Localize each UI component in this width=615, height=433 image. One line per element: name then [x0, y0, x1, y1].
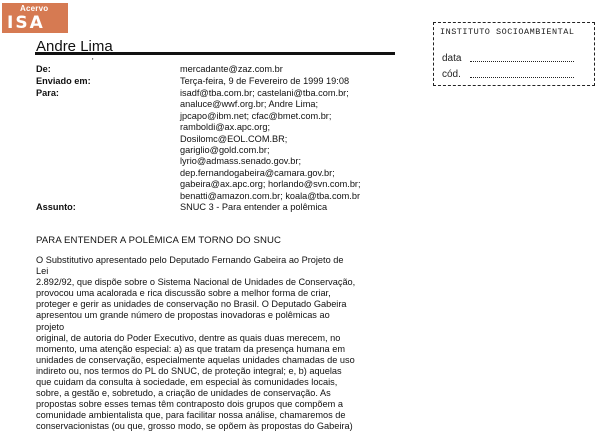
stamp-date-line — [470, 61, 574, 62]
body-line: Lei — [36, 266, 49, 277]
to-list — [180, 88, 361, 202]
sent-label: Enviado em: — [36, 76, 91, 86]
to-line: ramboldi@ax.apc.org; — [180, 122, 271, 133]
stamp-title: INSTITUTO SOCIOAMBIENTAL — [440, 27, 575, 37]
to-line: Dosilomc@EOL.COM.BR; — [180, 133, 288, 144]
body-line: momento, uma atenção especial: a) as que tratam da presença humana em — [36, 343, 345, 354]
stamp-date-label: data — [442, 53, 462, 64]
subject-label: Assunto: — [36, 202, 76, 212]
body-line: original, de autoria do Poder Executivo, dentre as quais duas merecem, no — [36, 332, 341, 343]
body-line: 2.892/92, que dispõe sobre o Sistema Nacional de Unidades de Conservação, — [36, 277, 356, 288]
to-line: lyrio@admass.senado.gov.br; — [180, 156, 301, 167]
logo-title: ISA — [7, 13, 45, 33]
body-line: projeto — [36, 321, 65, 332]
to-label: Para: — [36, 88, 59, 98]
body-line: sobre, a gestão e, sobretudo, a criação de unidades de conservação. As — [36, 388, 331, 399]
acervo-isa-logo — [2, 3, 68, 33]
from-value: mercadante@zaz.com.br — [180, 64, 283, 74]
stamp-code-line — [470, 77, 574, 78]
body-line: O Substitutivo apresentado pelo Deputado Fernando Gabeira ao Projeto de — [36, 255, 344, 265]
body-line: indireto ou, nos termos do PL do SNUC, de proteção integral; e, b) aquelas — [36, 365, 342, 376]
article-body — [36, 255, 391, 433]
body-line: provocou uma acalorada e rica discussão sobre a melhor forma de criar, — [36, 288, 331, 299]
article-heading: PARA ENTENDER A POLÊMICA EM TORNO DO SNUC — [36, 235, 282, 246]
body-line: conservacionistas (ou que, grosso modo, se opõem às propostas do Gabeira) — [36, 421, 353, 432]
scan-mark: ' — [92, 57, 94, 66]
to-line: gariglio@gold.com.br; — [180, 145, 270, 156]
body-line: proteger e gerir as unidades de conservação no Brasil. O Deputado Gabeira — [36, 299, 347, 310]
sender-name: Andre Lima — [36, 38, 113, 55]
to-line: benatti@amazon.com.br; koala@tba.com.br — [180, 190, 361, 201]
header-rule — [35, 52, 395, 55]
subject-value: SNUC 3 - Para entender a polêmica — [180, 202, 328, 212]
to-line: jpcapo@ibm.net; cfac@bmet.com.br; — [180, 110, 332, 121]
to-line: dep.fernandogabeira@camara.gov.br; — [180, 167, 335, 178]
body-line: comunidade ambientalista que, para facilitar nossa análise, chamaremos de — [36, 410, 346, 421]
to-line: gabeira@ax.apc.org; horlando@svn.com.br; — [180, 179, 361, 190]
archive-stamp — [433, 22, 595, 86]
body-line: que cuidam da consulta à sociedade, em especial às comunidades locais, — [36, 377, 338, 388]
to-line: isadf@tba.com.br; castelani@tba.com.br; — [180, 88, 349, 98]
stamp-code-label: cód. — [442, 69, 461, 80]
sent-value: Terça-feira, 9 de Fevereiro de 1999 19:08 — [180, 76, 350, 86]
to-line: analuce@wwf.org.br; Andre Lima; — [180, 99, 319, 110]
body-line: apresentou um grande número de propostas inovadoras e polêmicas ao — [36, 310, 330, 321]
body-line: propostas sobre esses temas têm contraposto dois grupos que compõem a — [36, 399, 343, 410]
body-line: unidades de conservação, especialmente aquelas unidades chamadas de uso — [36, 354, 355, 365]
from-label: De: — [36, 64, 51, 74]
logo-subtitle: Acervo — [20, 4, 49, 13]
